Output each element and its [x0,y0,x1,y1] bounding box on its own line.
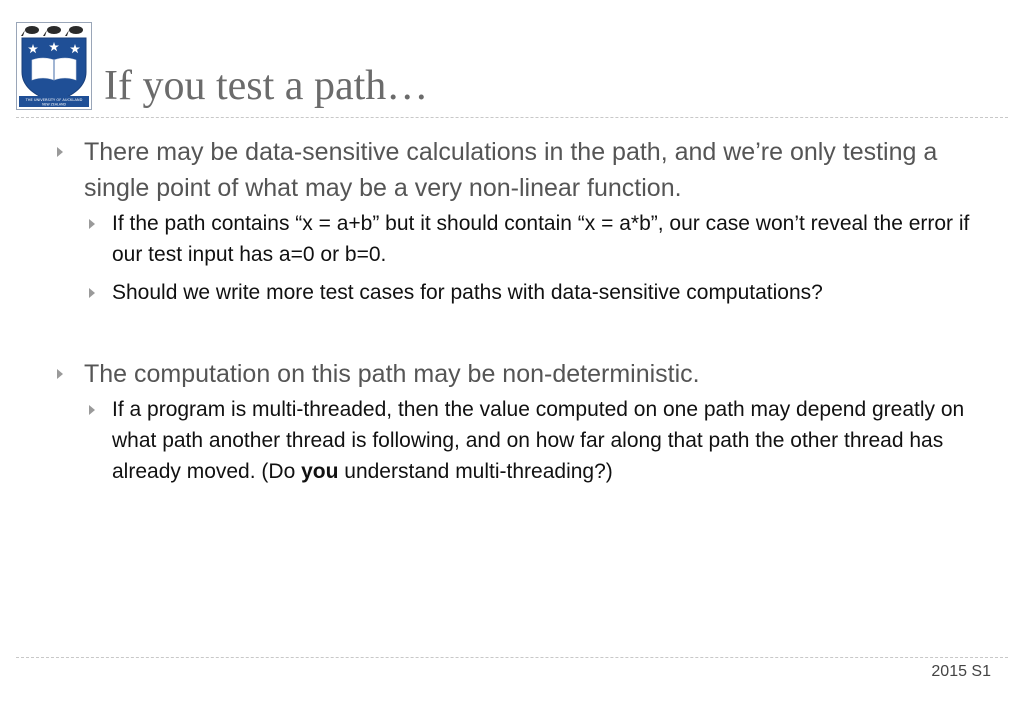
emphasis-you: you [301,460,339,483]
slide-title: If you test a path… [104,63,429,109]
bullet-level2 [55,277,995,308]
sub-bullet-text: Should we write more test cases for paths with data-sensitive computations? [112,281,823,304]
bullet-level2 [55,394,995,487]
bullet-text: There may be data-sensitive calculations in the path, and we’re only testing a single point of what may be a very non-linear function. [84,138,938,202]
triangle-bullet-icon [57,147,63,157]
university-logo [16,22,92,110]
footer-label: 2015 S1 [931,663,991,680]
bullet-text: The computation on this path may be non-deterministic. [84,360,700,388]
triangle-bullet-icon [89,288,95,298]
triangle-bullet-icon [89,405,95,415]
bullet-level2 [55,208,995,270]
sub-bullet-text: If the path contains “x = a+b” but it should contain “x = a*b”, our case won’t reveal the error if our test input has a=0 or b=0. [112,212,970,266]
title-divider [16,117,1008,118]
triangle-bullet-icon [57,369,63,379]
footer-divider [16,657,1008,658]
svg-text:NEW ZEALAND: NEW ZEALAND [42,102,66,107]
sub-bullet-text: If a program is multi-threaded, then the value computed on one path may depend greatly on what path another thread is following, and on how far along that path the other thread has already moved. (Do you understand multi-threading?) [112,398,965,483]
bullet-level1 [55,134,995,206]
triangle-bullet-icon [89,219,95,229]
slide-content [55,134,995,487]
svg-text:THE UNIVERSITY OF AUCKLAND: THE UNIVERSITY OF AUCKLAND [25,98,83,102]
bullet-level1 [55,356,995,392]
